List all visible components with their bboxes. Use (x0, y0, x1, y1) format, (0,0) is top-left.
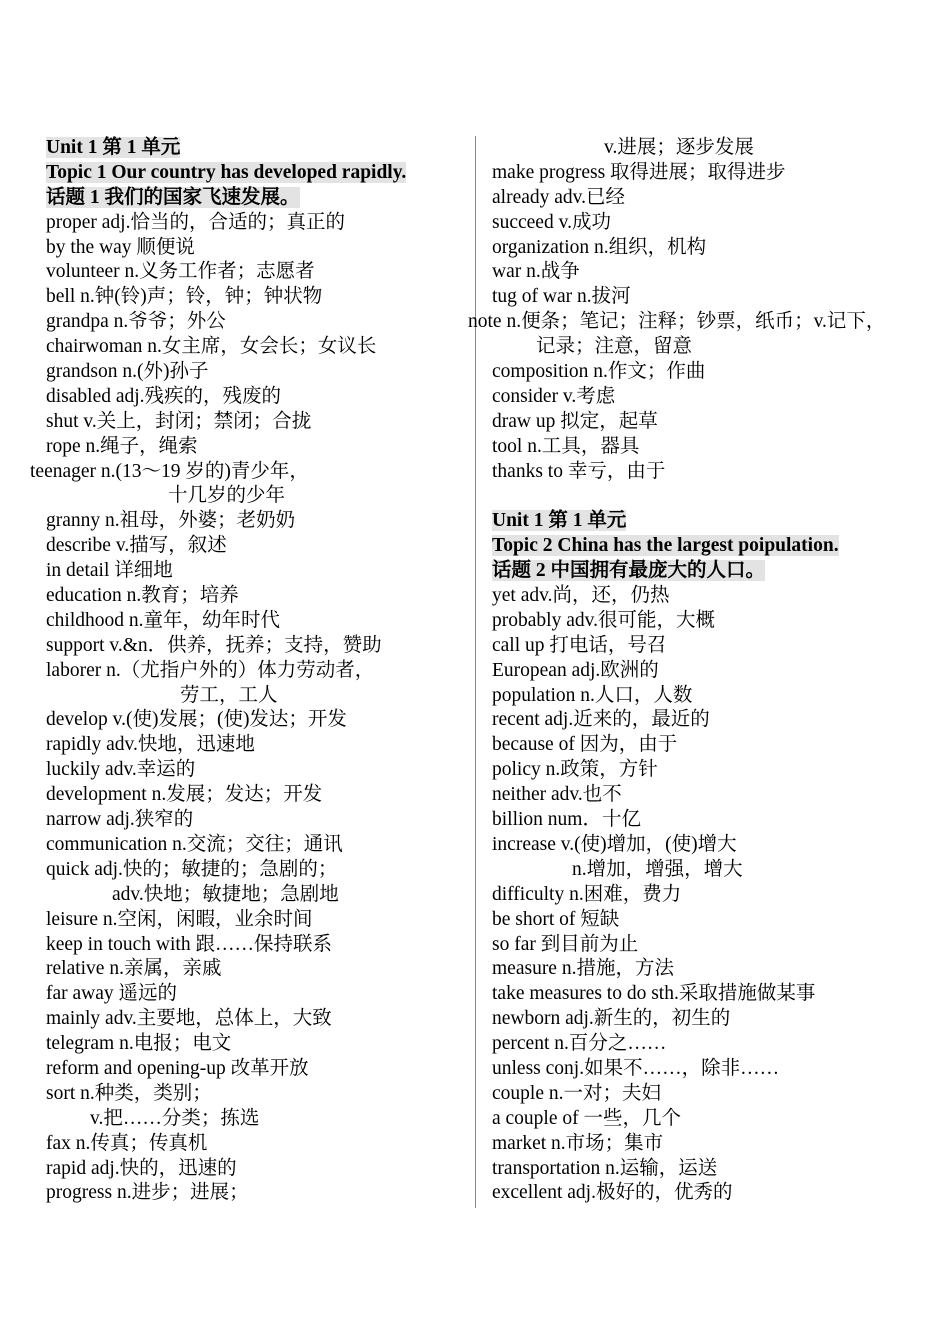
vocab-entry: billion num．十亿 (492, 809, 641, 831)
vocab-entry: develop v.(使)发展；(使)发达；开发 (46, 709, 347, 731)
vocab-entry: percent n.百分之…… (492, 1033, 667, 1055)
vocab-entry: disabled adj.残疾的，残废的 (46, 385, 282, 407)
vocab-entry: telegram n.电报；电文 (46, 1033, 232, 1055)
vocab-entry: thanks to 幸亏，由于 (492, 460, 666, 482)
vocab-entry: support v.&n．供养，抚养；支持，赞助 (46, 634, 382, 656)
vocab-entry: difficulty n.困难，费力 (492, 883, 682, 905)
vocab-entry: relative n.亲属，亲戚 (46, 958, 222, 980)
vocab-entry: war n.战争 (492, 261, 580, 283)
vocab-entry: rope n.绳子，绳索 (46, 435, 198, 457)
vocab-entry: take measures to do sth.采取措施做某事 (492, 983, 816, 1005)
vocab-entry: progress n.进步；进展； (46, 1182, 249, 1204)
vocab-entry: consider v.考虑 (492, 385, 616, 407)
vocab-entry: communication n.交流；交往；通讯 (46, 833, 343, 855)
vocab-entry-continuation: 记录；注意，留意 (536, 336, 693, 358)
vocab-entry: grandson n.(外)孙子 (46, 361, 209, 383)
vocab-entry: make progress 取得进展；取得进步 (492, 161, 786, 183)
vocab-entry-continuation: v.把……分类；拣选 (90, 1107, 260, 1129)
vocab-entry: excellent adj.极好的，优秀的 (492, 1182, 733, 1204)
vocab-entry: policy n.政策，方针 (492, 759, 658, 781)
vocab-entry: describe v.描写，叙述 (46, 535, 227, 557)
vocab-entry: by the way 顺便说 (46, 236, 195, 258)
vocab-entry-continuation: adv.快地；敏捷地；急剧地 (112, 883, 339, 905)
vocab-entry: leisure n.空闲，闲暇，业余时间 (46, 908, 313, 930)
topic-heading: Topic 2 China has the largest poipulation. (492, 535, 839, 557)
vocab-entry: fax n.传真；传真机 (46, 1132, 208, 1154)
vocab-entry: luckily adv.幸运的 (46, 759, 196, 781)
vocab-entry: chairwoman n.女主席，女会长；女议长 (46, 336, 377, 358)
vocab-entry: call up 打电话，号召 (492, 634, 667, 656)
vocab-entry: neither adv.也不 (492, 784, 622, 806)
vocab-entry: grandpa n.爷爷；外公 (46, 311, 226, 333)
vocab-entry-continuation: 十几岁的少年 (168, 485, 286, 507)
vocab-entry: succeed v.成功 (492, 211, 611, 233)
vocab-entry: rapid adj.快的，迅速的 (46, 1157, 237, 1179)
vocab-entry: probably adv.很可能，大概 (492, 609, 715, 631)
vocab-entry: narrow adj.狭窄的 (46, 809, 194, 831)
vocab-entry: childhood n.童年，幼年时代 (46, 609, 280, 631)
vocab-entry: reform and opening-up 改革开放 (46, 1057, 309, 1079)
unit-heading: Unit 1 第 1 单元 (46, 137, 181, 158)
vocab-entry: because of 因为，由于 (492, 734, 678, 756)
unit-heading: Unit 1 第 1 单元 (492, 510, 627, 532)
vocab-entry: draw up 拟定，起草 (492, 410, 658, 432)
vocab-entry: mainly adv.主要地，总体上，大致 (46, 1008, 332, 1030)
vocab-entry: transportation n.运输，运送 (492, 1157, 718, 1179)
vocab-entry: composition n.作文；作曲 (492, 361, 706, 383)
vocab-entry: volunteer n.义务工作者；志愿者 (46, 261, 315, 283)
topic-heading-cn: 话题 1 我们的国家飞速发展。 (46, 186, 300, 208)
vocab-entry: increase v.(使)增加，(使)增大 (492, 833, 737, 855)
vocab-entry: bell n.钟(铃)声；铃，钟；钟状物 (46, 286, 323, 308)
vocab-entry: teenager n.(13～19 岁的)青少年， (30, 460, 309, 482)
spacer (492, 484, 932, 509)
left-column (30, 136, 466, 1206)
vocab-entry: shut v.关上，封闭；禁闭；合拢 (46, 410, 312, 432)
vocab-entry: keep in touch with 跟……保持联系 (46, 933, 332, 955)
right-column (468, 136, 932, 1206)
column-divider (475, 136, 476, 1208)
vocab-entry-continuation: v.进展；逐步发展 (604, 137, 754, 158)
vocab-entry: couple n.一对；夫妇 (492, 1082, 661, 1104)
vocab-entry: tug of war n.拔河 (492, 286, 631, 308)
topic-heading: Topic 1 Our country has developed rapidly. (46, 161, 407, 183)
vocab-entry: laborer n.（尤指户外的）体力劳动者， (46, 659, 375, 681)
vocab-entry: yet adv.尚，还，仍热 (492, 585, 670, 607)
vocab-entry: proper adj.恰当的，合适的；真正的 (46, 211, 345, 233)
vocab-entry: organization n.组织，机构 (492, 236, 707, 258)
vocab-entry: rapidly adv.快地，迅速地 (46, 734, 255, 756)
vocab-entry: unless conj.如果不……，除非…… (492, 1057, 780, 1079)
vocab-entry: population n.人口，人数 (492, 684, 693, 706)
vocab-entry-continuation: 劳工，工人 (180, 684, 278, 706)
vocab-entry: tool n.工具，器具 (492, 435, 640, 457)
vocab-entry: so far 到目前为止 (492, 933, 639, 955)
vocab-entry: newborn adj.新生的，初生的 (492, 1008, 731, 1030)
topic-heading-cn: 话题 2 中国拥有最庞大的人口。 (492, 560, 766, 582)
vocab-entry: quick adj.快的；敏捷的；急剧的； (46, 858, 338, 880)
vocab-entry: market n.市场；集市 (492, 1132, 664, 1154)
vocab-entry: note n.便条；笔记；注释；钞票，纸币；v.记下， (468, 311, 886, 333)
vocab-entry-continuation: n.增加，增强，增大 (572, 858, 743, 880)
vocab-entry: European adj.欧洲的 (492, 659, 659, 681)
vocab-entry: granny n.祖母，外婆；老奶奶 (46, 510, 296, 532)
vocab-entry: measure n.措施，方法 (492, 958, 674, 980)
vocab-entry: development n.发展；发达；开发 (46, 784, 323, 806)
vocab-entry: sort n.种类，类别； (46, 1082, 212, 1104)
vocab-entry: already adv.已经 (492, 186, 626, 208)
vocab-entry: be short of 短缺 (492, 908, 620, 930)
vocab-entry: far away 遥远的 (46, 983, 178, 1005)
vocab-entry: in detail 详细地 (46, 560, 173, 582)
vocab-entry: recent adj.近来的，最近的 (492, 709, 710, 731)
vocab-entry: education n.教育；培养 (46, 585, 239, 607)
vocab-entry: a couple of 一些，几个 (492, 1107, 682, 1129)
